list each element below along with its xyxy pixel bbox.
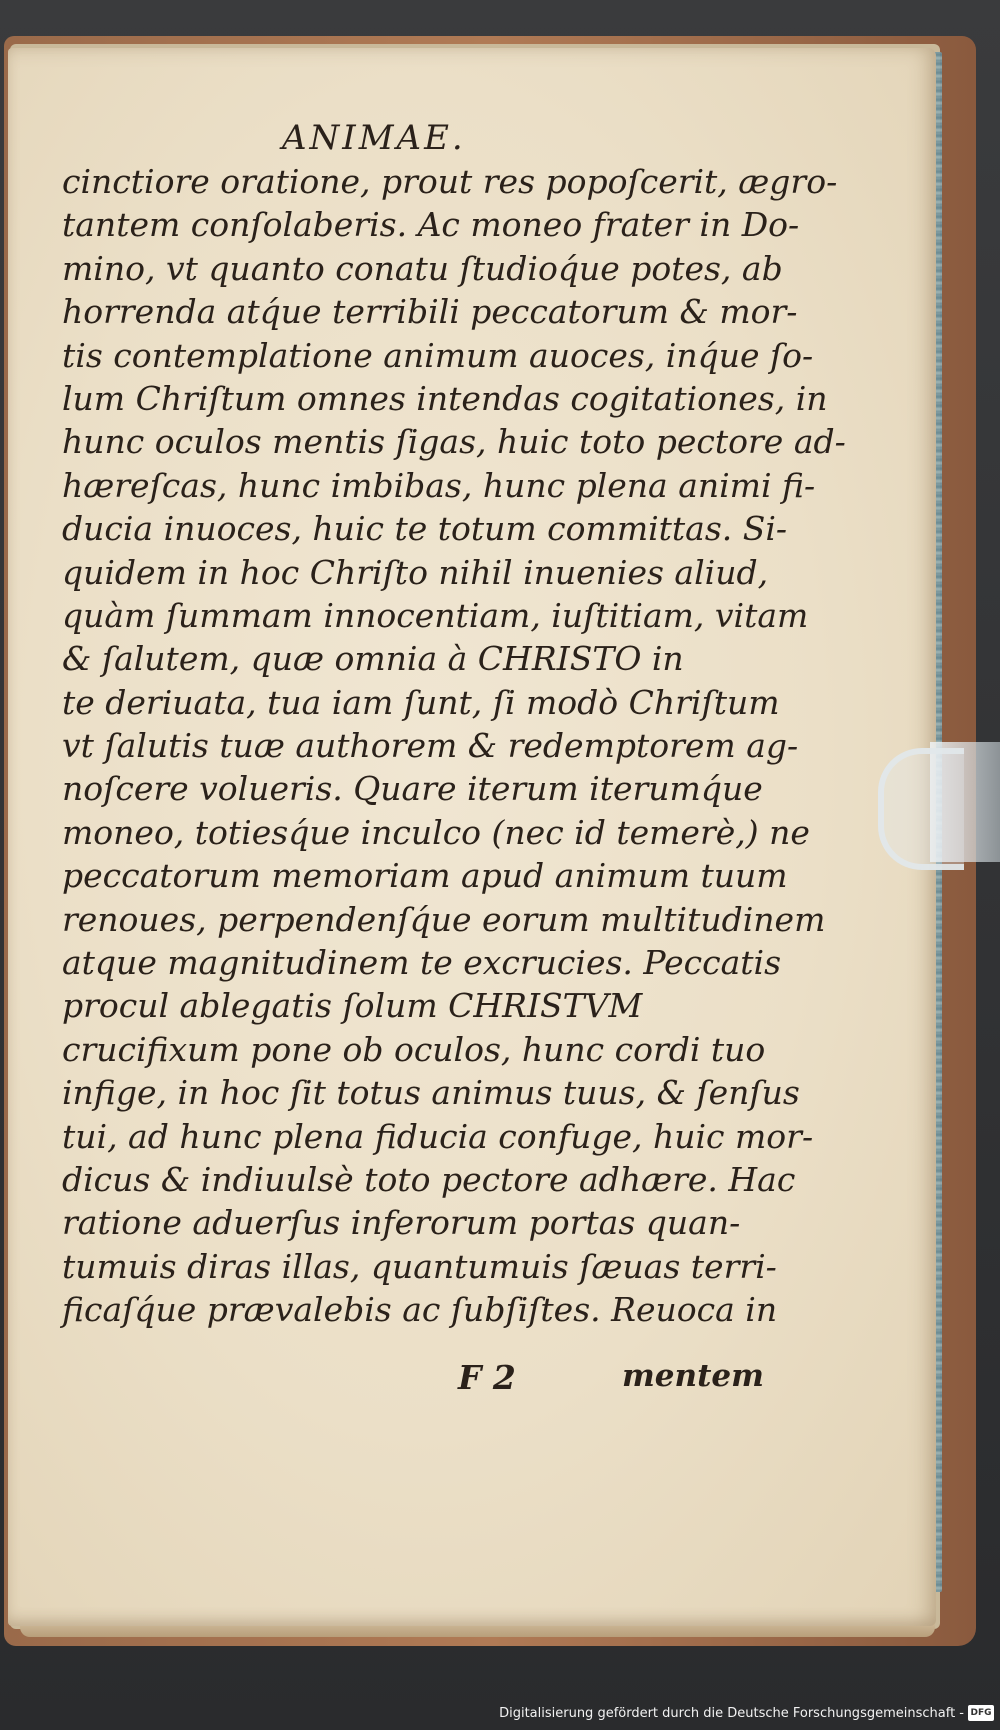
text-line: tui, ad hunc plena fiducia confuge, huic mor- [62, 1116, 814, 1156]
text-line: quàm ſummam innocentiam, iuſtitiam, vitam [62, 595, 809, 635]
text-line: cinctiore oratione, prout res popoſcerit, ægro- [62, 162, 838, 201]
text-line: renoues, perpendenſq́ue eorum multitudinem [62, 899, 826, 939]
catchword: mentem [622, 1358, 764, 1394]
text-line: crucifixum pone ob oculos, hunc cordi tuo [62, 1029, 766, 1069]
text-line: tis contemplatione animum auoces, inq́ue ſo- [62, 335, 814, 375]
text-line: hunc oculos mentis ſigas, huic toto pectore ad- [62, 422, 846, 462]
text-line: horrenda atq́ue terribili peccatorum & mor- [62, 292, 798, 332]
text-line: tantem conſolaberis. Ac moneo frater in Do- [62, 205, 800, 245]
page-text [62, 160, 846, 1332]
text-line: ficaſq́ue prævalebis ac ſubſiſtes. Reuoca in [62, 1290, 778, 1330]
text-line: te deriuata, tua iam ſunt, ſi modò Chriſtum [62, 682, 780, 722]
text-line: tumuis diras illas, quantumuis ſæuas terri- [62, 1246, 777, 1286]
digitization-credit: Digitalisierung gefördert durch die Deutsche Forschungsgemeinschaft - [499, 1706, 964, 1721]
text-line: lum Chriſtum omnes intendas cogitationes, in [62, 378, 828, 418]
text-line: quidem in hoc Chriſto nihil inuenies aliud, [62, 552, 769, 592]
text-line: peccatorum memoriam apud animum tuum [62, 856, 788, 896]
text-line: infige, in hoc ſit totus animus tuus, & ſenſus [62, 1073, 800, 1113]
text-line: moneo, totiesq́ue inculco (nec id temerè,) ne [62, 812, 810, 852]
text-line: hæreſcas, hunc imbibas, hunc plena animi fi- [62, 465, 816, 505]
text-line: dicus & indiuulsè toto pectore adhære. Hac [62, 1159, 796, 1199]
text-line: procul ablegatis ſolum CHRISTVM [62, 986, 643, 1026]
text-line: ducia inuoces, huic te totum committas. Si- [62, 509, 788, 549]
dfg-logo: DFG [968, 1705, 994, 1721]
text-line: atque magnitudinem te excrucies. Peccatis [62, 943, 782, 983]
text-line: mino, vt quanto conatu ſtudioq́ue potes, ab [62, 248, 783, 288]
text-line: & ſalutem, quæ omnia à CHRISTO in [62, 639, 684, 679]
page-clip [878, 748, 964, 870]
text-line: ratione aduerſus inferorum portas quan- [62, 1203, 741, 1243]
text-line: noſcere volueris. Quare iterum iterumq́ue [62, 769, 763, 809]
running-header: ANIMAE. [282, 118, 466, 158]
text-line: vt ſalutis tuæ authorem & redemptorem ag- [62, 726, 799, 766]
signature-mark: F 2 [458, 1358, 516, 1397]
